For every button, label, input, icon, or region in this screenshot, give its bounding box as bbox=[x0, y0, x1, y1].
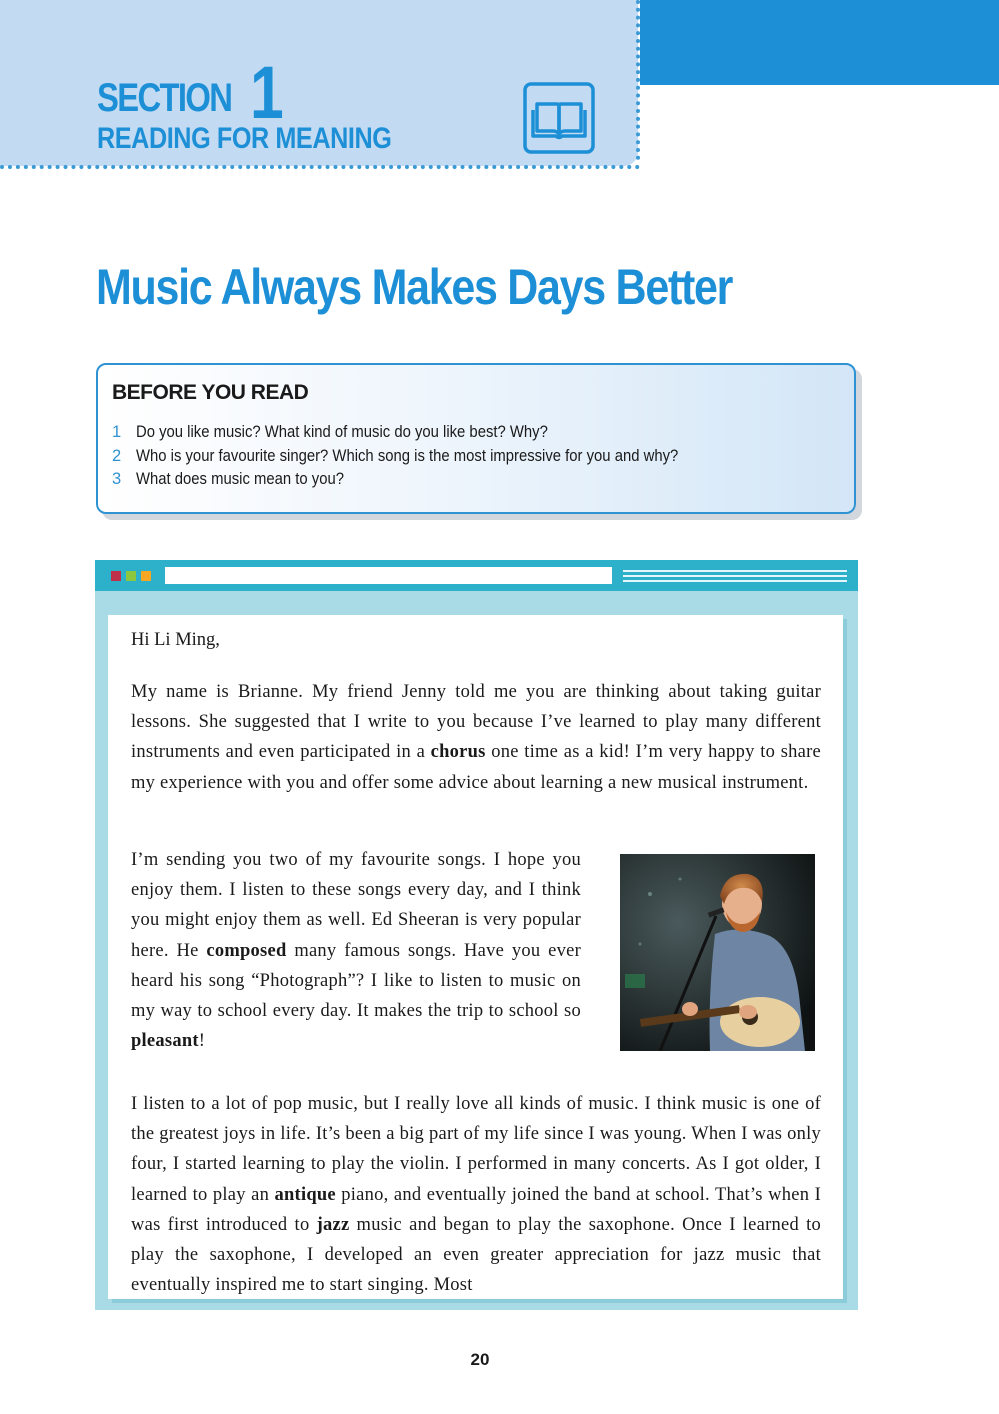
question-number: 3 bbox=[112, 470, 122, 488]
letter-paragraph-2 bbox=[131, 845, 581, 1056]
text-run: music and began to play the saxophone. Once I learned to play the saxophone, I developed an even greater appreciation for jazz music that eventually inspired me to start singing. Most bbox=[131, 1214, 821, 1296]
window-line bbox=[623, 570, 847, 572]
singer-with-guitar-photo bbox=[620, 854, 815, 1051]
window-line bbox=[623, 580, 847, 582]
window-line bbox=[623, 575, 847, 577]
address-bar bbox=[165, 567, 612, 584]
text-run: I’m sending you two of my favourite songs. I hope you enjoy them. I listen to these songs every day, and I think you might enjoy them as well. Ed Sheeran is very popular here. He bbox=[131, 850, 581, 961]
vocab-word-pleasant: pleasant bbox=[131, 1031, 199, 1052]
question-list bbox=[112, 423, 739, 494]
question-number: 2 bbox=[112, 446, 122, 465]
text-run: many famous songs. Have you ever heard his song “Photograph”? I like to listen to music on my way to school every day. It makes the trip to school so bbox=[131, 940, 582, 1022]
letter-window bbox=[95, 560, 858, 1310]
question-number: 1 bbox=[112, 423, 122, 441]
text-run: one time as a kid! I’m very happy to share my experience with you and offer some advice about learning a new musical instrument. bbox=[131, 742, 821, 793]
header-accent-bar bbox=[640, 0, 999, 85]
window-dot-red bbox=[111, 571, 121, 581]
list-item bbox=[112, 423, 739, 447]
text-run: piano, and eventually joined the band at school. That’s when I was first introduced to bbox=[131, 1184, 821, 1235]
window-dot-green bbox=[126, 571, 136, 581]
question-text: What does music mean to you? bbox=[136, 470, 345, 488]
letter-paragraph-1 bbox=[131, 677, 821, 798]
before-you-read-box bbox=[96, 363, 856, 514]
page-number: 20 bbox=[470, 1350, 490, 1369]
window-title-bar bbox=[95, 560, 858, 591]
text-run: ! bbox=[198, 1031, 206, 1052]
list-item bbox=[112, 470, 739, 494]
page-title: Music Always Makes Days Better bbox=[96, 259, 733, 315]
open-book-icon bbox=[523, 82, 595, 154]
section-label: SECTION bbox=[97, 76, 232, 120]
before-you-read-heading: BEFORE YOU READ bbox=[112, 381, 309, 404]
header-dotted-border bbox=[0, 165, 640, 169]
text-run: My name is Brianne. My friend Jenny told me you are thinking about taking guitar lessons. She suggested that I write to you because I’ve learned to play many different instruments and even participated in a bbox=[131, 682, 821, 763]
question-text: Do you like music? What kind of music do you like best? Why? bbox=[136, 423, 548, 441]
question-text: Who is your favourite singer? Which song is the most impressive for you and why? bbox=[136, 446, 679, 465]
vocab-word-antique: antique bbox=[274, 1184, 336, 1205]
vocab-word-jazz: jazz bbox=[316, 1214, 350, 1235]
list-item bbox=[112, 447, 739, 471]
vocab-word-composed: composed bbox=[206, 940, 287, 961]
vocab-word-chorus: chorus bbox=[430, 742, 486, 763]
text-run: I listen to a lot of pop music, but I really love all kinds of music. I think music is one of the greatest joys in life. It’s been a big part of my life since I was young. When I was only four, I started learning to play the violin. I performed in many concerts. As I got older, I learned to play an bbox=[131, 1094, 821, 1205]
letter-greeting: Hi Li Ming, bbox=[131, 630, 220, 650]
letter-paragraph-3 bbox=[131, 1089, 821, 1300]
letter-paper bbox=[108, 615, 843, 1299]
section-number: 1 bbox=[250, 51, 284, 134]
window-dot-orange bbox=[141, 571, 151, 581]
section-subtitle: READING FOR MEANING bbox=[97, 122, 392, 155]
